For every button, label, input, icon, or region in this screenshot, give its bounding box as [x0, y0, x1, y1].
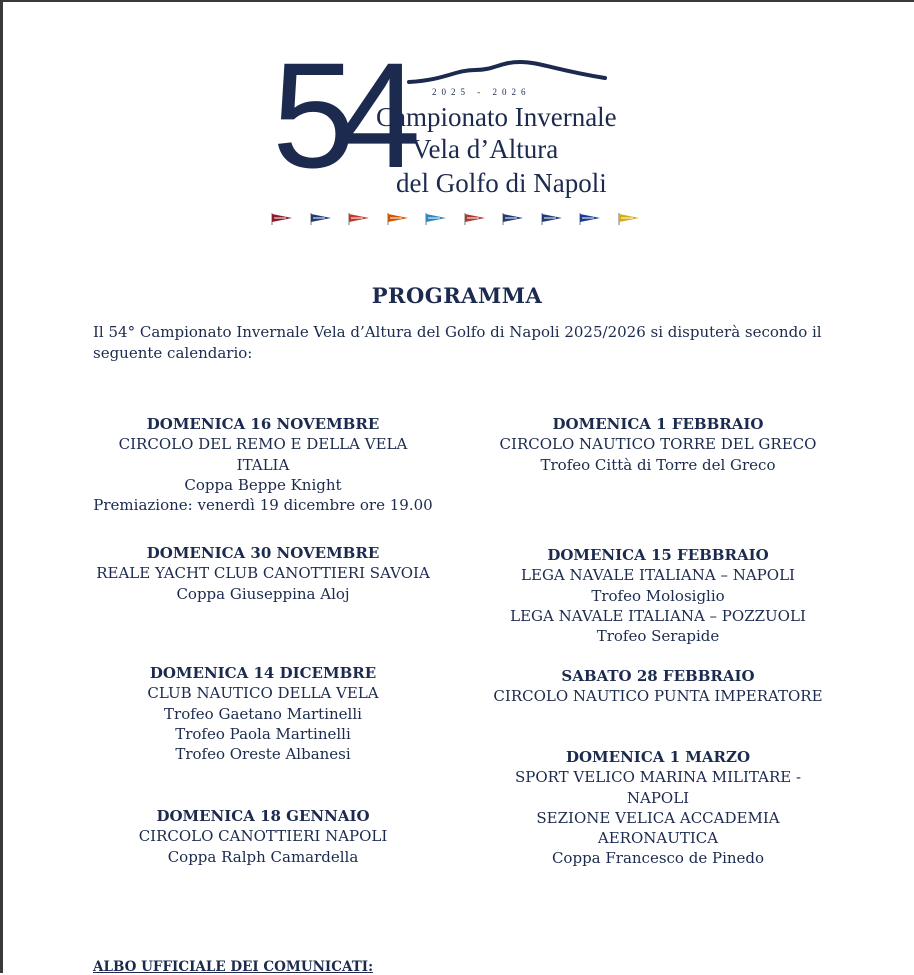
left-border [0, 0, 3, 973]
vesuvius-wave-icon [405, 58, 610, 88]
logo-number: 54 [272, 31, 403, 199]
event-date: DOMENICA 1 MARZO [565, 748, 751, 766]
burgee-10-icon [617, 212, 647, 232]
event-line: CIRCOLO DEL REMO E DELLA VELA ITALIA [118, 435, 408, 474]
event-line: CIRCOLO CANOTTIERI NAPOLI [138, 827, 388, 846]
logo-line-1: Campionato Invernale [376, 102, 617, 132]
event-date: DOMENICA 15 FEBBRAIO [547, 546, 769, 564]
event-date: DOMENICA 16 NOVEMBRE [146, 415, 380, 433]
event-line: Coppa Ralph Camardella [167, 847, 359, 866]
event-block [488, 545, 828, 646]
club-burgees [270, 212, 650, 232]
burgee-6-icon [463, 212, 493, 232]
event-block [488, 666, 828, 707]
event-line: Coppa Francesco de Pinedo [551, 849, 765, 868]
event-line: SEZIONE VELICA ACCADEMIA AERONAUTICA [536, 808, 780, 848]
event-line: Coppa Giuseppina Aloj [176, 584, 350, 603]
event-line: CLUB NAUTICO DELLA VELA [147, 684, 379, 703]
event-block [93, 543, 433, 604]
event-date: SABATO 28 FEBBRAIO [561, 667, 755, 685]
event-line: SPORT VELICO MARINA MILITARE - NAPOLI [514, 768, 802, 807]
burgee-8-icon [540, 212, 570, 232]
event-date: DOMENICA 1 FEBBRAIO [552, 415, 764, 433]
burgee-3-icon [347, 212, 377, 232]
event-block [93, 806, 433, 867]
event-line: Trofeo Gaetano Martinelli [164, 704, 362, 723]
burgee-7-icon [501, 212, 531, 232]
logo-years: 2025 - 2026 [432, 87, 531, 97]
event-line: Trofeo Oreste Albanesi [175, 745, 351, 764]
event-block [93, 663, 433, 764]
burgee-5-icon [424, 212, 454, 232]
top-border [0, 0, 914, 2]
event-line: CIRCOLO NAUTICO PUNTA IMPERATORE [493, 687, 823, 706]
event-line: Premiazione: venerdì 19 dicembre ore 19.00 [93, 496, 433, 515]
event-block [488, 747, 828, 869]
event-date: DOMENICA 14 DICEMBRE [149, 664, 377, 682]
event-date: DOMENICA 30 NOVEMBRE [146, 544, 380, 562]
burgee-4-icon [386, 212, 416, 232]
burgee-1-icon [270, 212, 300, 232]
page-title: PROGRAMMA [371, 283, 543, 308]
event-line: CIRCOLO NAUTICO TORRE DEL GRECO [499, 435, 817, 454]
logo-line-3: del Golfo di Napoli [396, 168, 607, 198]
event-line: Trofeo Serapide [596, 627, 720, 646]
event-date: DOMENICA 18 GENNAIO [156, 807, 370, 825]
event-block [488, 414, 828, 475]
event-line: Trofeo Molosiglio [591, 586, 725, 605]
burgee-9-icon [578, 212, 608, 232]
event-line: REALE YACHT CLUB CANOTTIERI SAVOIA [96, 564, 430, 583]
event-line: Trofeo Città di Torre del Greco [540, 455, 776, 474]
event-line: LEGA NAVALE ITALIANA – NAPOLI [521, 566, 795, 585]
intro-text: Il 54° Campionato Invernale Vela d’Altura del Golfo di Napoli 2025/2026 si disputerà secondo il seguente calendario: [93, 323, 822, 362]
burgee-2-icon [309, 212, 339, 232]
event-line: Trofeo Paola Martinelli [175, 724, 351, 743]
event-line: Coppa Beppe Knight [184, 475, 342, 494]
event-block [93, 414, 433, 515]
logo-line-2: Vela d’Altura [412, 134, 559, 164]
albo-heading: ALBO UFFICIALE DEI COMUNICATI: [93, 959, 374, 975]
event-line: LEGA NAVALE ITALIANA – POZZUOLI [510, 606, 806, 625]
